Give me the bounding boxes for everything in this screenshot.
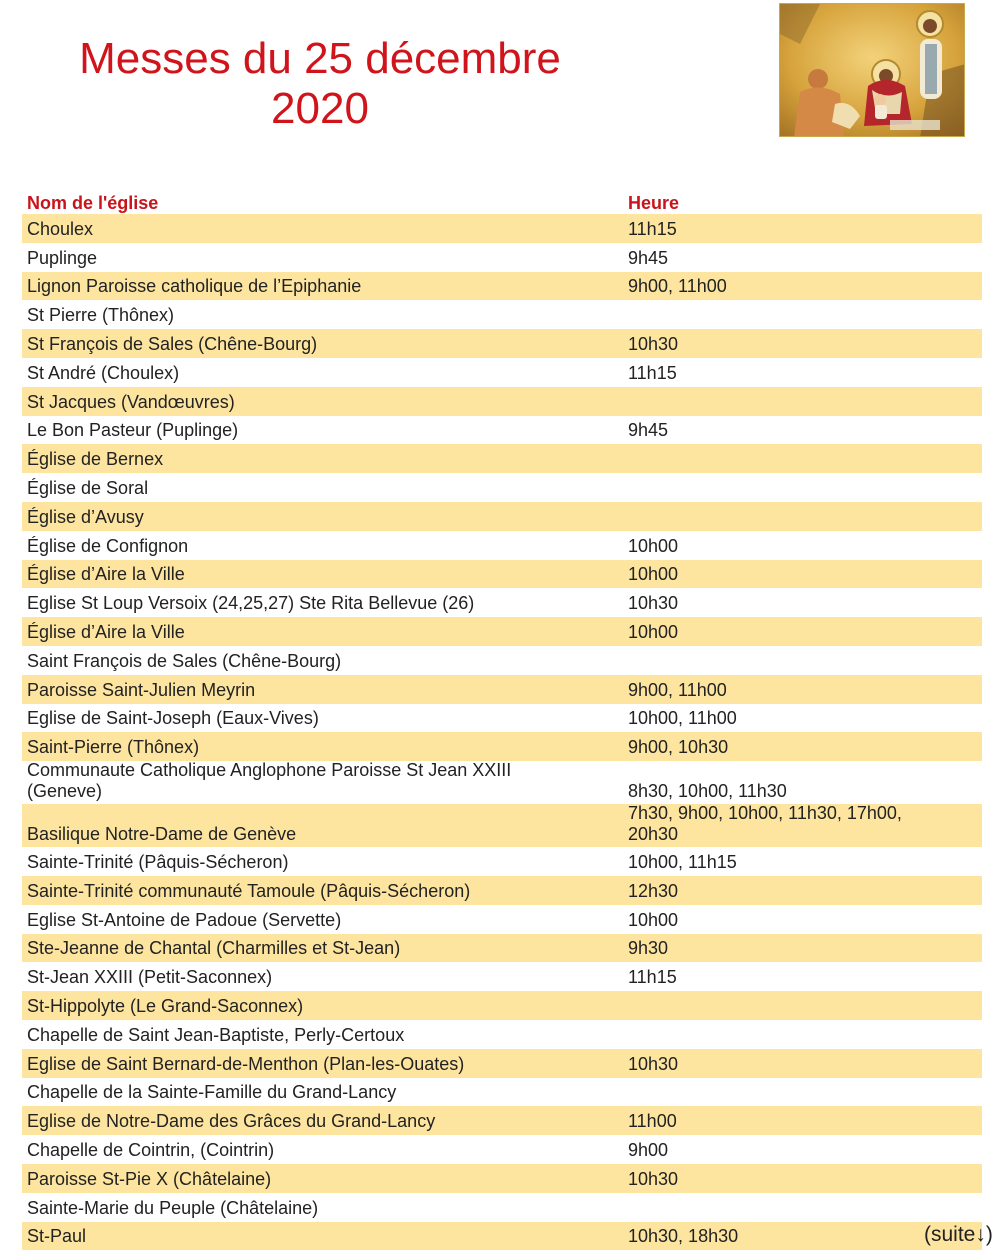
church-name-line: Église d’Avusy: [27, 507, 624, 528]
church-name-line: Lignon Paroisse catholique de l’Epiphanie: [27, 276, 624, 297]
table-row: [22, 1020, 982, 1049]
table-row: [22, 387, 982, 416]
table-row: [22, 444, 982, 473]
church-name: [22, 708, 624, 729]
mass-time: [624, 1140, 924, 1161]
table-row: [22, 704, 982, 733]
mass-time-line: 7h30, 9h00, 10h00, 11h30, 17h00,: [628, 803, 924, 824]
church-name-line: St Jacques (Vandœuvres): [27, 392, 624, 413]
mass-time: [624, 708, 924, 729]
mass-schedule-table: [22, 186, 982, 1250]
mass-time: [624, 564, 924, 585]
mass-time-line: 20h30: [628, 824, 924, 845]
church-name-line: Choulex: [27, 219, 624, 240]
table-row: [22, 1078, 982, 1107]
mass-time: [624, 593, 924, 614]
mass-time-line: 9h00: [628, 1140, 924, 1161]
church-name: [22, 680, 624, 701]
table-row: [22, 1135, 982, 1164]
mass-time: [624, 536, 924, 557]
church-name-line: Chapelle de Cointrin, (Cointrin): [27, 1140, 624, 1161]
church-name: [22, 1140, 624, 1161]
mass-time-line: 10h30, 18h30: [628, 1226, 924, 1247]
mass-time-line: 10h30: [628, 334, 924, 355]
church-name: [22, 449, 624, 470]
mass-time: [624, 334, 924, 355]
church-name-line: Eglise de Saint-Joseph (Eaux-Vives): [27, 708, 624, 729]
mass-time-line: 11h15: [628, 363, 924, 384]
church-name-line: Sainte-Trinité communauté Tamoule (Pâquis-Sécheron): [27, 881, 624, 902]
table-row: [22, 473, 982, 502]
church-name-line: Sainte-Trinité (Pâquis-Sécheron): [27, 852, 624, 873]
church-name-line: Église de Bernex: [27, 449, 624, 470]
mass-time-line: 9h45: [628, 420, 924, 441]
church-name-line: St François de Sales (Chêne-Bourg): [27, 334, 624, 355]
table-row: [22, 416, 982, 445]
church-name: [22, 1054, 624, 1075]
church-name: [22, 536, 624, 557]
church-name-line: Eglise de Saint Bernard-de-Menthon (Plan-les-Ouates): [27, 1054, 624, 1075]
table-row: [22, 876, 982, 905]
mass-time-line: 10h30: [628, 593, 924, 614]
table-row: [22, 991, 982, 1020]
church-name-line: Sainte-Marie du Peuple (Châtelaine): [27, 1198, 624, 1219]
church-name: [22, 760, 624, 802]
table-row: [22, 1222, 982, 1250]
mass-time-line: 10h00, 11h15: [628, 852, 924, 873]
table-row: [22, 1049, 982, 1078]
church-name: [22, 824, 624, 845]
church-name: [22, 1169, 624, 1190]
table-row: [22, 905, 982, 934]
church-name: [22, 1226, 624, 1247]
table-row: [22, 617, 982, 646]
mass-time-line: 9h45: [628, 248, 924, 269]
church-name: [22, 1111, 624, 1132]
church-name: [22, 651, 624, 672]
mass-time: [624, 1054, 924, 1075]
title-line-2: 2020: [40, 84, 600, 134]
church-name: [22, 420, 624, 441]
church-name: [22, 392, 624, 413]
church-name-line: St André (Choulex): [27, 363, 624, 384]
mass-time-line: 9h00, 10h30: [628, 737, 924, 758]
church-name-line: Communaute Catholique Anglophone Paroisse St Jean XXIII: [27, 760, 624, 781]
table-row: [22, 300, 982, 329]
mass-time-line: 9h00, 11h00: [628, 680, 924, 701]
church-name: [22, 248, 624, 269]
nativity-image: [779, 3, 965, 137]
table-row: [22, 358, 982, 387]
mass-time-line: 10h00, 11h00: [628, 708, 924, 729]
mass-time: [624, 881, 924, 902]
mass-time-line: 11h15: [628, 219, 924, 240]
church-name: [22, 507, 624, 528]
church-name-line: St Pierre (Thônex): [27, 305, 624, 326]
church-name-line: Saint François de Sales (Chêne-Bourg): [27, 651, 624, 672]
mass-time: [624, 737, 924, 758]
mass-time: [624, 248, 924, 269]
mass-time-line: 9h30: [628, 938, 924, 959]
table-row: [22, 962, 982, 991]
nativity-mosaic-illustration: [780, 4, 965, 137]
table-row: [22, 1193, 982, 1222]
table-header: [22, 186, 982, 214]
table-row: [22, 531, 982, 560]
church-name-line: Eglise de Notre-Dame des Grâces du Grand-Lancy: [27, 1111, 624, 1132]
church-name-line: (Geneve): [27, 781, 624, 802]
church-name-line: Saint-Pierre (Thônex): [27, 737, 624, 758]
table-row: [22, 847, 982, 876]
mass-time: [624, 967, 924, 988]
mass-time: [624, 910, 924, 931]
church-name-line: Église de Soral: [27, 478, 624, 499]
mass-time: [624, 622, 924, 643]
church-name: [22, 305, 624, 326]
church-name-line: Basilique Notre-Dame de Genève: [27, 824, 624, 845]
church-name-line: Ste-Jeanne de Chantal (Charmilles et St-Jean): [27, 938, 624, 959]
church-name: [22, 593, 624, 614]
church-name: [22, 1082, 624, 1103]
mass-time: [624, 276, 924, 297]
mass-time-line: 11h00: [628, 1111, 924, 1132]
church-name: [22, 1198, 624, 1219]
church-name: [22, 276, 624, 297]
church-name: [22, 881, 624, 902]
church-name: [22, 334, 624, 355]
church-name-line: Paroisse St-Pie X (Châtelaine): [27, 1169, 624, 1190]
table-row: [22, 1164, 982, 1193]
table-row: [22, 732, 982, 761]
church-name-line: St-Paul: [27, 1226, 624, 1247]
church-name-line: Eglise St Loup Versoix (24,25,27) Ste Rita Bellevue (26): [27, 593, 624, 614]
church-name: [22, 938, 624, 959]
church-name-line: Puplinge: [27, 248, 624, 269]
mass-time-line: 8h30, 10h00, 11h30: [628, 781, 924, 802]
header-church: Nom de l'église: [22, 193, 624, 214]
church-name: [22, 478, 624, 499]
mass-time: [624, 680, 924, 701]
mass-time-line: 10h00: [628, 622, 924, 643]
church-name: [22, 910, 624, 931]
church-name-line: Eglise St-Antoine de Padoue (Servette): [27, 910, 624, 931]
church-name: [22, 737, 624, 758]
mass-time: [624, 781, 924, 802]
mass-time-line: 10h00: [628, 564, 924, 585]
church-name: [22, 564, 624, 585]
table-row: [22, 1106, 982, 1135]
church-name-line: Église d’Aire la Ville: [27, 564, 624, 585]
mass-time: [624, 852, 924, 873]
church-name: [22, 219, 624, 240]
mass-time: [624, 938, 924, 959]
church-name-line: St-Jean XXIII (Petit-Saconnex): [27, 967, 624, 988]
mass-time: [624, 1111, 924, 1132]
church-name: [22, 1025, 624, 1046]
church-name: [22, 996, 624, 1017]
mass-time: [624, 803, 924, 845]
table-row: [22, 329, 982, 358]
mass-time: [624, 1226, 924, 1247]
church-name: [22, 852, 624, 873]
mass-time: [624, 363, 924, 384]
table-row: [22, 560, 982, 589]
page-title: [40, 34, 600, 134]
church-name-line: Église d’Aire la Ville: [27, 622, 624, 643]
header-time: Heure: [624, 193, 924, 214]
table-row: [22, 646, 982, 675]
table-row: [22, 934, 982, 963]
table-row: [22, 804, 982, 847]
church-name-line: St-Hippolyte (Le Grand-Saconnex): [27, 996, 624, 1017]
table-row: [22, 272, 982, 301]
mass-time: [624, 1169, 924, 1190]
mass-time-line: 9h00, 11h00: [628, 276, 924, 297]
table-row: [22, 214, 982, 243]
table-row: [22, 588, 982, 617]
table-row: [22, 675, 982, 704]
mass-time-line: 11h15: [628, 967, 924, 988]
table-row: [22, 761, 982, 804]
mass-time-line: 10h30: [628, 1054, 924, 1075]
table-row: [22, 243, 982, 272]
mass-time-line: 10h30: [628, 1169, 924, 1190]
church-name-line: Église de Confignon: [27, 536, 624, 557]
title-line-1: Messes du 25 décembre: [40, 34, 600, 84]
church-name-line: Chapelle de Saint Jean-Baptiste, Perly-Certoux: [27, 1025, 624, 1046]
church-name: [22, 622, 624, 643]
mass-time-line: 12h30: [628, 881, 924, 902]
church-name: [22, 363, 624, 384]
continued-note: (suite↓): [924, 1223, 982, 1247]
mass-time-line: 10h00: [628, 910, 924, 931]
church-name-line: Paroisse Saint-Julien Meyrin: [27, 680, 624, 701]
church-name-line: Le Bon Pasteur (Puplinge): [27, 420, 624, 441]
mass-time: [624, 420, 924, 441]
church-name: [22, 967, 624, 988]
table-row: [22, 502, 982, 531]
mass-time-line: 10h00: [628, 536, 924, 557]
mass-time: [624, 219, 924, 240]
church-name-line: Chapelle de la Sainte-Famille du Grand-Lancy: [27, 1082, 624, 1103]
